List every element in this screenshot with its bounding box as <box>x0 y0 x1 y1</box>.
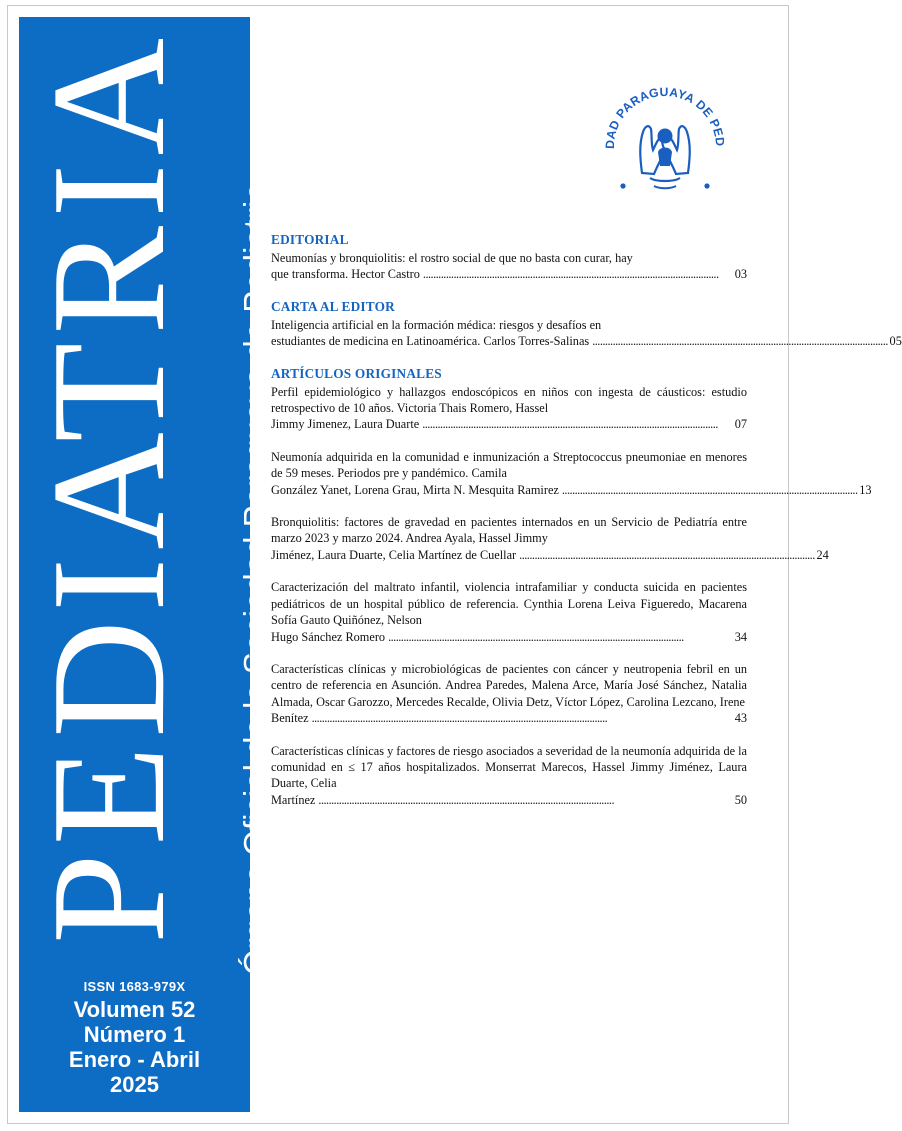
title-rotator <box>19 29 199 944</box>
dot-leader <box>562 482 856 498</box>
entry-last-line <box>271 482 872 498</box>
toc-entry[interactable] <box>271 743 747 809</box>
entry-title: Bronquiolitis: factores de gravedad en pacientes internados en un Servicio de Pediatría entre marzo 2023 y marzo 2024. Andrea Ayala, Hassel Jimmy <box>271 515 747 546</box>
entry-authors: Jimmy Jimenez, Laura Duarte <box>271 417 420 432</box>
entry-title: Neumonías y bronquiolitis: el rostro social de que no basta con curar, hay <box>271 251 633 265</box>
toc-entry[interactable] <box>271 384 747 433</box>
page-number: 50 <box>734 792 747 807</box>
entry-authors: Martínez <box>271 792 316 807</box>
logo-text-path: DAD PARAGUAYA DE PED <box>602 84 728 150</box>
entry-title: Inteligencia artificial en la formación médica: riesgos y desafíos en <box>271 317 602 332</box>
section-heading: CARTA AL EDITOR <box>271 298 395 314</box>
toc-entry[interactable] <box>271 250 747 283</box>
entry-last-line <box>271 629 747 645</box>
page-number: 07 <box>734 417 747 432</box>
toc-entry[interactable] <box>271 449 872 498</box>
entry-title: Perfil epidemiológico y hallazgos endoscópicos en niños con ingesta de cáusticos: estudio retrospectivo de 10 años. Victoria Thais Romero, Hassel <box>271 384 747 416</box>
dot-leader <box>423 266 732 282</box>
page-number: 34 <box>734 629 747 644</box>
dot-leader <box>592 333 886 349</box>
entry-last-line <box>271 333 902 349</box>
toc-entry[interactable] <box>271 514 829 563</box>
entry-authors: que transforma. Hector Castro <box>271 267 420 282</box>
issue-year: 2025 <box>110 1072 159 1097</box>
society-logo <box>596 78 734 216</box>
entry-authors: González Yanet, Lorena Grau, Mirta N. Mesquita Ramirez <box>271 482 559 497</box>
entry-last-line <box>271 416 747 432</box>
table-of-contents <box>271 232 902 824</box>
page-number: 03 <box>734 267 747 282</box>
dot-leader <box>388 629 732 645</box>
entry-authors: Benítez <box>271 711 309 726</box>
entry-title: Características clínicas y microbiológicas de pacientes con cáncer y neutropenia febril en un centro de referencia en Asunción. Andrea Paredes, Malena Arce, María José Sánchez, Natalia Almada, Oscar Garozzo, Mercedes Recalde, Olivia Detz, Víctor López, Carolina Lezcano, Irene <box>271 661 747 709</box>
entry-last-line <box>271 710 747 726</box>
volume: Volumen 52 <box>73 997 196 1022</box>
hands-icon <box>640 126 690 188</box>
toc-entry[interactable] <box>271 579 747 645</box>
subtitle-rotator <box>236 70 276 975</box>
entry-authors: estudiantes de medicina en Latinoamérica. Carlos Torres-Salinas <box>271 334 590 349</box>
entry-authors: Jiménez, Laura Duarte, Celia Martínez de Cuellar <box>271 547 517 562</box>
dot-leader <box>519 547 813 563</box>
section-heading: EDITORIAL <box>271 232 349 247</box>
journal-subtitle: Órgano Oficial de la Sociedad Paraguaya de Pediatria <box>237 182 274 975</box>
dot-leader <box>318 792 731 808</box>
page-number: 24 <box>816 547 829 562</box>
entry-last-line <box>271 266 747 282</box>
page-number: 13 <box>859 482 872 497</box>
dot-leader <box>422 416 732 432</box>
toc-entry[interactable] <box>271 317 902 350</box>
section-heading: ARTÍCULOS ORIGINALES <box>271 365 442 381</box>
dot-leader <box>312 710 732 726</box>
journal-title: PEDIATRIA <box>19 29 199 944</box>
entry-authors: Hugo Sánchez Romero <box>271 629 386 644</box>
entry-last-line <box>271 792 747 808</box>
entry-title: Caracterización del maltrato infantil, violencia intrafamiliar y conducta suicida en pacientes pediátricos de un hospital público de referencia. Cynthia Lorena Leiva Figueredo, Macarena Sofía Gauto Quiñónez, Nelson <box>271 580 747 628</box>
page-number: 43 <box>734 711 747 726</box>
toc-entry[interactable] <box>271 661 747 727</box>
issue-info <box>19 979 250 1097</box>
cover-sidebar <box>19 17 274 1112</box>
entry-title: Neumonía adquirida en la comunidad e inmunización a Streptococcus pneumoniae en menores de 59 meses. Periodos pre y pandémico. Camila <box>271 449 747 481</box>
page-number: 05 <box>889 334 902 349</box>
issn: ISSN 1683-979X <box>83 979 186 994</box>
entry-last-line <box>271 547 829 563</box>
entry-title: Características clínicas y factores de riesgo asociados a severidad de la neumonía adquirida de la comunidad en ≤ 17 años hospitalizados. Monserrat Marecos, Hassel Jimmy Jiménez, Laura Duarte, Celia <box>271 743 747 791</box>
issue-period: Enero - Abril <box>68 1047 201 1072</box>
issue-number: Número 1 <box>83 1022 186 1047</box>
